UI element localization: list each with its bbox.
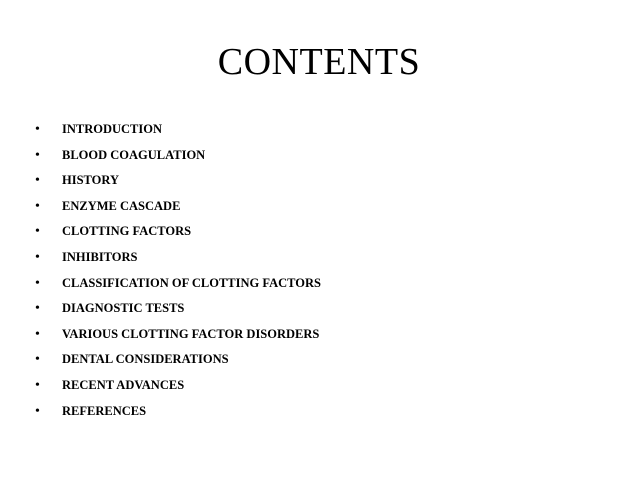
slide-title: CONTENTS bbox=[217, 41, 421, 83]
bullet-icon: • bbox=[35, 275, 40, 291]
bullet-icon: • bbox=[35, 326, 40, 342]
list-item-label: DIAGNOSTIC TESTS bbox=[62, 301, 185, 316]
list-item-label: RECENT ADVANCES bbox=[62, 377, 185, 392]
bullet-icon: • bbox=[35, 301, 40, 317]
list-item-label: ENZYME CASCADE bbox=[62, 198, 181, 213]
bullet-icon: • bbox=[35, 352, 40, 368]
bullet-icon: • bbox=[35, 198, 40, 214]
bullet-icon: • bbox=[35, 122, 40, 137]
bullet-icon: • bbox=[35, 147, 40, 163]
list-item-label: INTRODUCTION bbox=[62, 122, 163, 136]
bullet-icon: • bbox=[35, 377, 40, 393]
list-item-label: VARIOUS CLOTTING FACTOR DISORDERS bbox=[62, 326, 320, 341]
list-item-label: INHIBITORS bbox=[62, 249, 138, 264]
list-item-label: REFERENCES bbox=[62, 403, 147, 418]
list-item-label: CLASSIFICATION OF CLOTTING FACTORS bbox=[62, 275, 321, 290]
bullet-icon: • bbox=[35, 249, 40, 265]
list-item-label: DENTAL CONSIDERATIONS bbox=[62, 352, 229, 367]
list-item-label: HISTORY bbox=[62, 173, 119, 188]
bullet-icon: • bbox=[35, 224, 40, 240]
bullet-icon: • bbox=[35, 403, 40, 419]
bullet-icon: • bbox=[35, 173, 40, 189]
list-item-label: BLOOD COAGULATION bbox=[62, 147, 206, 162]
list-item-label: CLOTTING FACTORS bbox=[62, 224, 192, 239]
